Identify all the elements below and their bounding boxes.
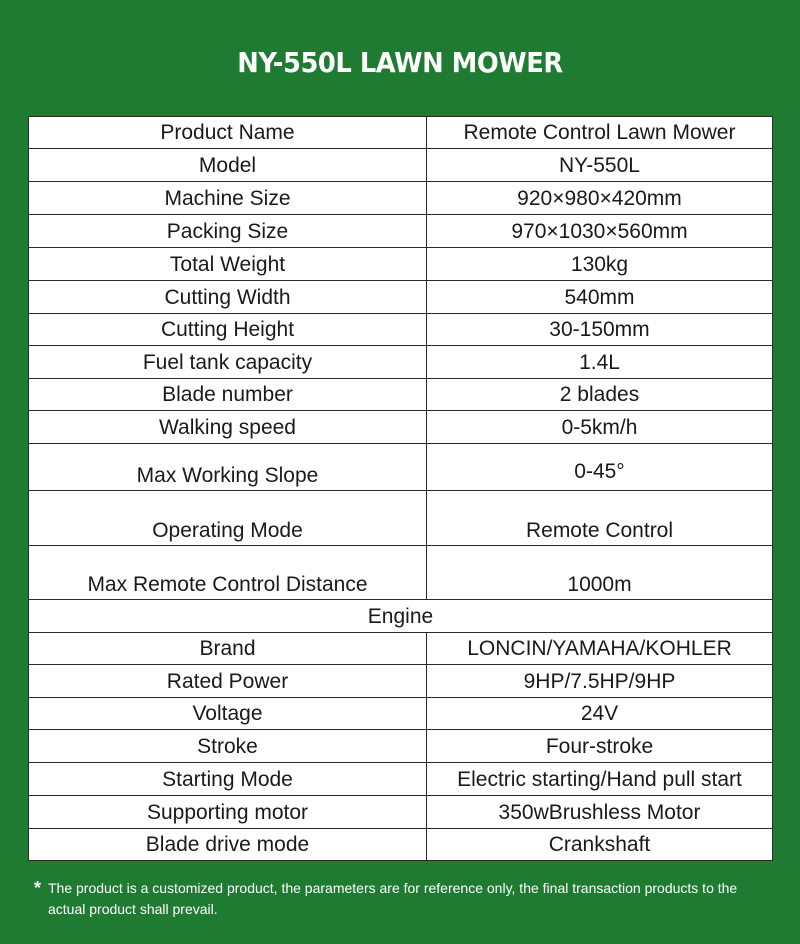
spec-value: 350wBrushless Motor [427, 796, 773, 829]
spec-label: Operating Mode [29, 491, 427, 546]
spec-label: Walking speed [29, 411, 427, 444]
table-row [29, 379, 773, 411]
spec-label: Blade number [29, 379, 427, 411]
table-row [29, 248, 773, 281]
engine-section-header: Engine [29, 600, 773, 633]
table-row [29, 215, 773, 248]
spec-value: 9HP/7.5HP/9HP [427, 665, 773, 698]
table-row [29, 117, 773, 149]
table-row [29, 763, 773, 796]
table-row [29, 730, 773, 763]
spec-label: Model [29, 149, 427, 182]
table-row [29, 444, 773, 491]
spec-value: 1000m [427, 546, 773, 600]
table-row [29, 346, 773, 379]
spec-value: 24V [427, 698, 773, 730]
disclaimer-text: The product is a customized product, the parameters are for reference only, the final transaction products to the actual product shall prevail. [48, 880, 738, 917]
spec-value: 2 blades [427, 379, 773, 411]
spec-value: 0-5km/h [427, 411, 773, 444]
spec-value: Electric starting/Hand pull start [427, 763, 773, 796]
spec-label: Total Weight [29, 248, 427, 281]
spec-label: Max Working Slope [29, 444, 427, 491]
spec-label: Blade drive mode [29, 829, 427, 861]
asterisk-icon: * [34, 878, 42, 898]
spec-label: Max Remote Control Distance [29, 546, 427, 600]
table-row [29, 149, 773, 182]
spec-value: 920×980×420mm [427, 182, 773, 215]
spec-value: 30-150mm [427, 314, 773, 346]
spec-label: Machine Size [29, 182, 427, 215]
spec-value: 0-45° [427, 444, 773, 491]
spec-value: 540mm [427, 281, 773, 314]
table-row [29, 411, 773, 444]
table-row [29, 698, 773, 730]
spec-label: Packing Size [29, 215, 427, 248]
page-title: NY-550L LAWN MOWER [237, 46, 563, 79]
spec-value: LONCIN/YAMAHA/KOHLER [427, 633, 773, 665]
spec-value: 130kg [427, 248, 773, 281]
spec-value: Crankshaft [427, 829, 773, 861]
spec-table [28, 116, 773, 861]
table-row [29, 491, 773, 546]
spec-value: 970×1030×560mm [427, 215, 773, 248]
table-row [29, 829, 773, 861]
spec-value: NY-550L [427, 149, 773, 182]
spec-value: Remote Control [427, 491, 773, 546]
table-row [29, 633, 773, 665]
table-row [29, 665, 773, 698]
disclaimer-note [34, 878, 774, 920]
spec-label: Cutting Width [29, 281, 427, 314]
spec-label: Voltage [29, 698, 427, 730]
engine-header-row [29, 600, 773, 633]
spec-label: Fuel tank capacity [29, 346, 427, 379]
spec-label: Supporting motor [29, 796, 427, 829]
spec-label: Cutting Height [29, 314, 427, 346]
table-row [29, 314, 773, 346]
spec-value: Four-stroke [427, 730, 773, 763]
spec-label: Brand [29, 633, 427, 665]
table-row [29, 182, 773, 215]
spec-label: Stroke [29, 730, 427, 763]
table-row [29, 281, 773, 314]
spec-label: Starting Mode [29, 763, 427, 796]
table-row [29, 796, 773, 829]
table-row [29, 546, 773, 600]
spec-value: 1.4L [427, 346, 773, 379]
spec-label: Rated Power [29, 665, 427, 698]
spec-value: Remote Control Lawn Mower [427, 117, 773, 149]
spec-label: Product Name [29, 117, 427, 149]
